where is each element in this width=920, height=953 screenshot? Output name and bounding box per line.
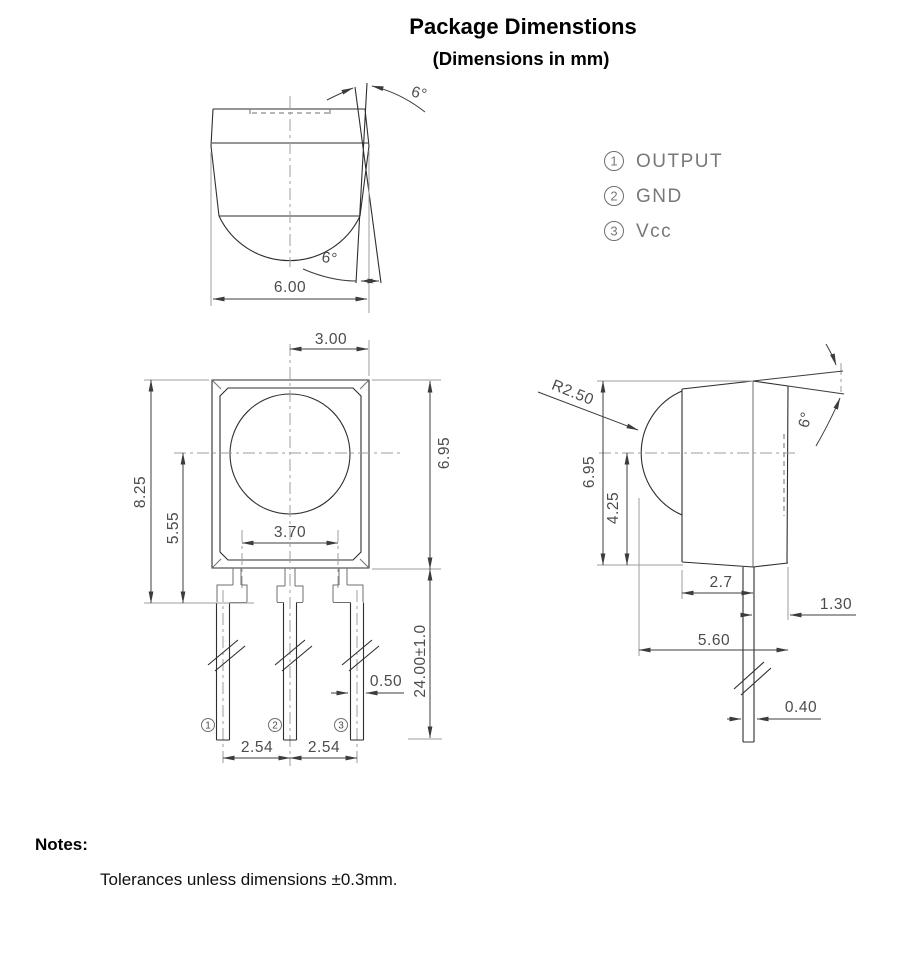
notes-section [35, 835, 398, 889]
front-view [132, 331, 453, 766]
pin2-number: 2 [272, 720, 278, 732]
dim-body-height: 6.95 [436, 436, 453, 470]
top-view-outline [211, 83, 381, 283]
page-subtitle: (Dimensions in mm) [432, 48, 610, 69]
dim-top-body-width: 6.00 [273, 279, 307, 296]
pin3-number: 3 [338, 720, 344, 732]
top-view [211, 83, 429, 313]
dim-overall-depth: 5.60 [697, 632, 731, 649]
dim-lead-pitch-left: 2.54 [240, 739, 274, 756]
dim-lens-radius: R2.50 [549, 376, 597, 409]
side-angle-leader-arc [303, 269, 356, 281]
dim-lead-length: 24.00±1.0 [412, 624, 429, 698]
pin2-legend-number: 2 [610, 188, 618, 204]
pin2-legend-label: GND [636, 186, 683, 207]
page-title: Package Dimenstions [409, 14, 637, 39]
dim-side-body-height: 6.95 [581, 455, 598, 489]
dim-overall-height: 8.25 [132, 475, 149, 509]
dim-top-draft-angle: 6° [409, 83, 430, 104]
pin3-legend-number: 3 [610, 223, 618, 239]
dim-center-to-lead-base: 5.55 [165, 511, 182, 545]
side-body-outline [641, 381, 788, 742]
dim-back-depth: 1.30 [819, 596, 853, 613]
dim-side-draft-angle: 6° [795, 409, 816, 430]
dim-lead-pitch-right: 2.54 [307, 739, 341, 756]
dim-side-center-height: 4.25 [605, 491, 622, 525]
front-centerlines [174, 344, 402, 766]
pin1-legend-label: OUTPUT [636, 151, 724, 172]
dim-window-width: 3.70 [273, 524, 307, 541]
pin1-legend-number: 1 [610, 153, 618, 169]
side-centerlines [599, 363, 841, 453]
side-angle-arrow-top [826, 344, 836, 365]
dim-lead-width: 0.50 [369, 673, 403, 690]
notes-body: Tolerances unless dimensions ±0.3mm. [100, 870, 398, 889]
side-view [538, 344, 856, 742]
notes-heading: Notes: [35, 835, 88, 854]
dim-front-depth: 2.7 [709, 574, 733, 591]
dim-top-side-draft-angle: 6° [320, 249, 339, 269]
top-angle-leader-left [327, 88, 353, 100]
front-lead-break-marks [208, 640, 379, 671]
pin1-number: 1 [205, 720, 211, 732]
pin3-legend-label: Vcc [636, 221, 673, 242]
pin-legend [605, 151, 724, 242]
dim-lead-thickness: 0.40 [784, 699, 818, 716]
title-block [409, 14, 636, 69]
dim-lens-center-to-edge: 3.00 [314, 331, 348, 348]
side-angle-arrow-bottom [816, 398, 840, 446]
side-extension-lines [597, 381, 788, 656]
